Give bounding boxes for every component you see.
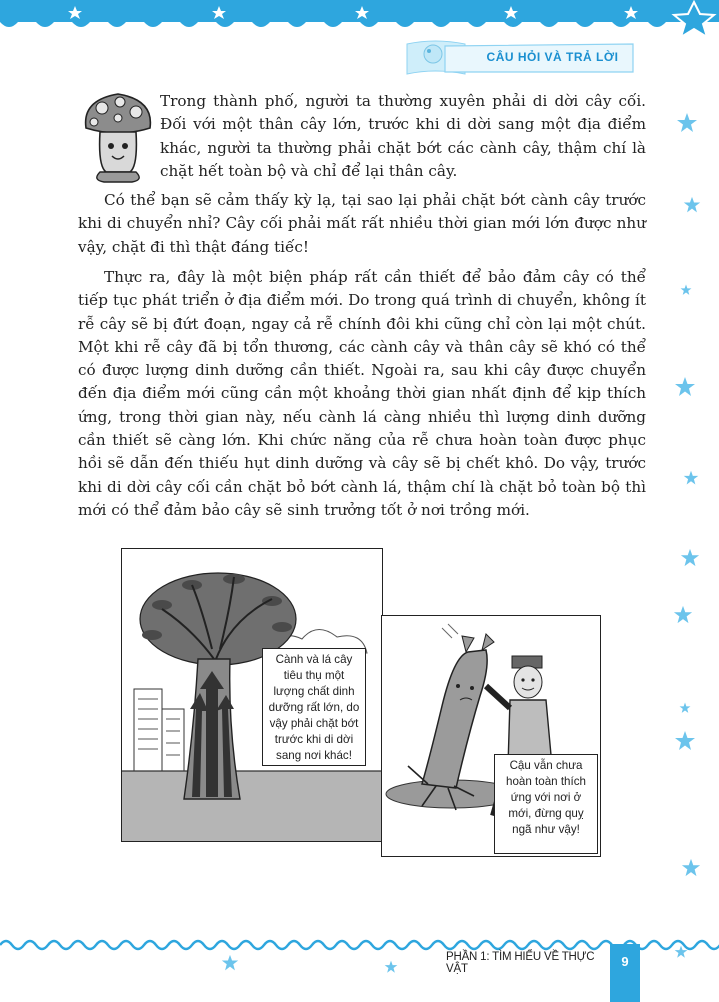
star-icon [681, 858, 701, 878]
section-title: CÂU HỎI VÀ TRẢ LỜI [486, 50, 619, 64]
speech-bubble-right: Cậu vẫn chưa hoàn toàn thích ứng với nơi ở mới, đừng quỵ ngã như vậy! [494, 754, 598, 854]
paragraph-3: Thực ra, đây là một biện pháp rất cần thiết để bảo đảm cây có thể tiếp tục phát triển ở địa điểm mới. Do trong quá trình di chuyển, không ít rễ cây sẽ bị đứt đoạn, ngay cả rễ chính đôi khi cũng chỉ còn lại một chút. Một khi rễ cây đã bị tổn thương, các cành cây và thân cây sẽ khó có thể có được lượng dinh dưỡng cần thiết. Ngoài ra, sau khi cây được chuyển đến địa điểm mới cũng cần một khoảng thời gian nhất định để kịp thích ứng, trong thời gian này, nếu cành lá càng nhiều thì lượng dinh dưỡng cần thiết sẽ càng lớn. Khi chức năng của rễ chưa hoàn toàn được phục hồi sẽ dẫn đến thiếu hụt dinh dưỡng và cây sẽ bị chết khô. Do vậy, trước khi di dời cây cối cần chặt bỏ bớt cành lá, thậm chí là chặt bỏ toàn bộ thì mới có thể đảm bảo cây sẽ sinh trưởng tốt ở nơi trồng mới. [78, 268, 646, 519]
top-wave-border [0, 0, 719, 34]
corner-star-icon [664, 0, 719, 40]
star-icon [674, 945, 688, 959]
star-icon [683, 470, 699, 486]
paragraph-1: Trong thành phố, người ta thường xuyên phải di dời cây cối. Đối với một thân cây lớn, trước khi di dời sang một địa điểm khác, người ta thường phải chặt bớt các cành cây, thậm chí là chặt hết toàn bộ và chỉ để lại thân cây. [160, 92, 646, 180]
paragraph-2: Có thể bạn sẽ cảm thấy kỳ lạ, tại sao lại phải chặt bớt cành cây trước khi di chuyển nhỉ? Cây cối phải mất rất nhiều thời gian mới lớn được như vậy, chặt đi thì thật đáng tiếc! [78, 191, 646, 256]
speech-bubble-left: Cành và lá cây tiêu thụ một lượng chất dinh dưỡng rất lớn, do vậy phải chặt bớt trước khi di dời sang nơi khác! [262, 648, 366, 766]
footer-section-label: PHẦN 1: TÌM HIỂU VỀ THỰC VẬT [446, 951, 595, 975]
star-icon [676, 112, 698, 134]
star-icon [221, 954, 239, 972]
mushroom-mascot-icon [80, 86, 156, 186]
star-icon [674, 376, 696, 398]
star-icon [673, 605, 693, 625]
star-icon [674, 730, 696, 752]
page-number: 9 [610, 944, 640, 1002]
star-icon [679, 702, 691, 714]
star-icon [384, 960, 398, 974]
star-icon [683, 196, 701, 214]
star-icon [680, 284, 692, 296]
star-icon [680, 548, 700, 568]
